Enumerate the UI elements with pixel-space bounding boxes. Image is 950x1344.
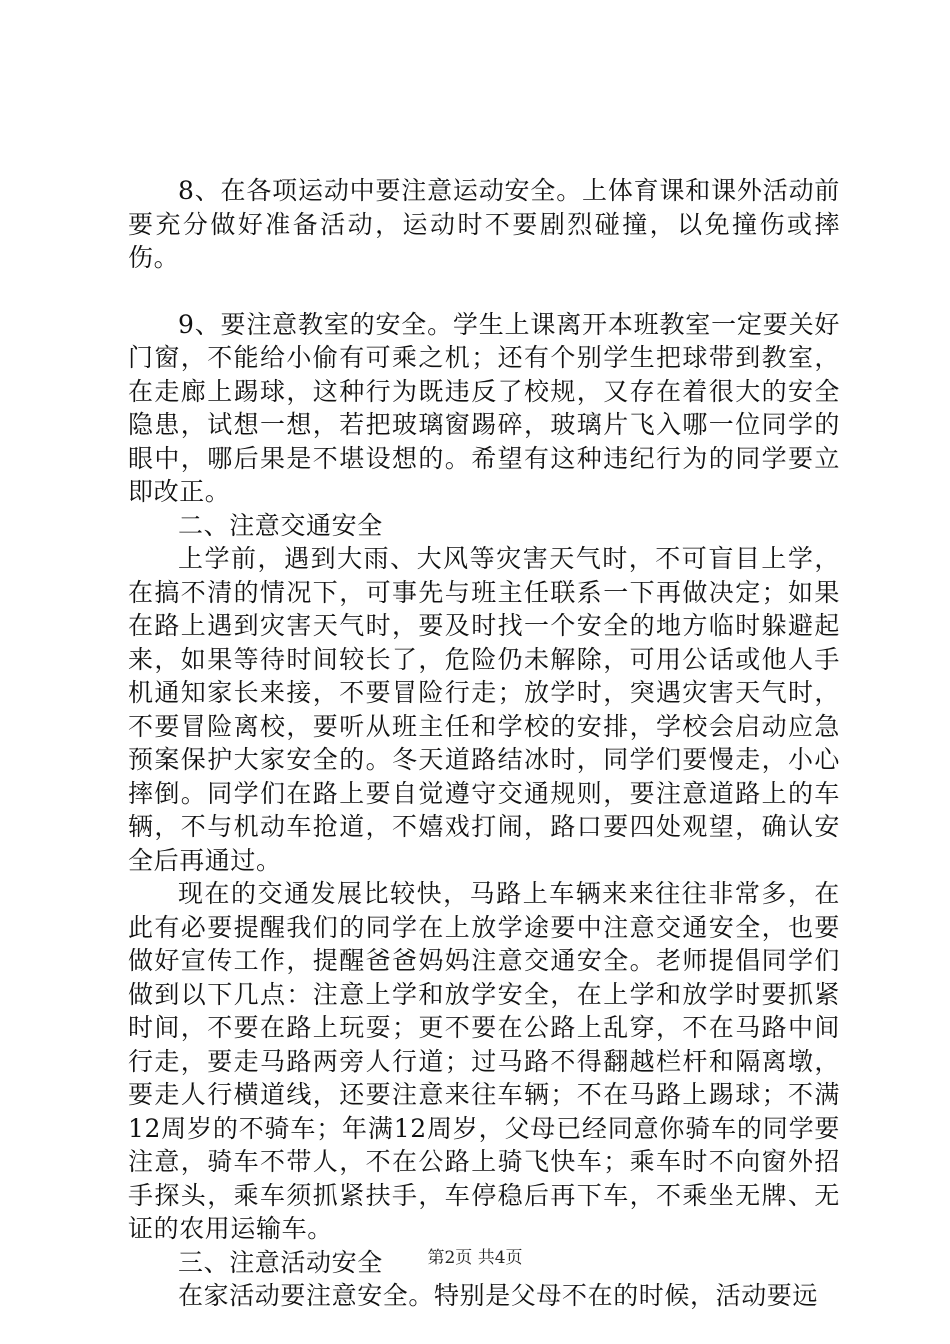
paragraph-classroom-safety: 9、要注意教室的安全。学生上课离开本班教室一定要关好门窗，不能给小偷有可乘之机；还有个别学生把球带到教室，在走廊上踢球，这种行为既违反了校规，又存在着很大的安全隐患，试想一想，若把玻璃窗踢碎，玻璃片飞入哪一位同学的眼中，哪后果是不堪设想的。希望有这种违纪行为的同学要立即改正。 — [128, 309, 840, 506]
section-heading-traffic: 二、注意交通安全 — [178, 510, 383, 540]
section-heading-activity: 三、注意活动安全 — [178, 1247, 383, 1277]
paragraph-sports-safety: 8、在各项运动中要注意运动安全。上体育课和课外活动前要充分做好准备活动，运动时不要剧烈碰撞，以免撞伤或摔伤。 — [128, 176, 840, 272]
document-body — [128, 174, 840, 1313]
paragraph-weather-traffic: 上学前，遇到大雨、大风等灾害天气时，不可盲目上学，在搞不清的情况下，可事先与班主任联系一下再做决定；如果在路上遇到灾害天气时，要及时找一个安全的地方临时躲避起来，如果等待时间较长了，危险仍未解除，可用公话或他人手机通知家长来接，不要冒险行走；放学时，突遇灾害天气时，不要冒险离校，要听从班主任和学校的安排，学校会启动应急预案保护大家安全的。冬天道路结冰时，同学们要慢走，小心摔倒。同学们在路上要自觉遵守交通规则，要注意道路上的车辆，不与机动车抢道，不嬉戏打闹，路口要四处观望，确认安全后再通过。 — [128, 544, 840, 875]
paragraph-home-activity: 在家活动要注意安全。特别是父母不在的时候，活动要远 — [178, 1281, 819, 1310]
page-number-footer: 第2页 共4页 — [427, 1248, 523, 1268]
paragraph-traffic-rules: 现在的交通发展比较快，马路上车辆来来往往非常多，在此有必要提醒我们的同学在上放学途要中注意交通安全，也要做好宣传工作，提醒爸爸妈妈注意交通安全。老师提倡同学们做到以下几点：注意上学和放学安全，在上学和放学时要抓紧时间，不要在路上玩耍；更不要在公路上乱穿，不在马路中间行走，要走马路两旁人行道；过马路不得翻越栏杆和隔离墩，要走人行横道线，还要注意来往车辆；不在马路上踢球；不满12周岁的不骑车；年满12周岁，父母已经同意你骑车的同学要注意，骑车不带人，不在公路上骑飞快车；乘车时不向窗外招手探头，乘车须抓紧扶手，车停稳后再下车，不乘坐无牌、无证的农用运输车。 — [128, 879, 840, 1243]
